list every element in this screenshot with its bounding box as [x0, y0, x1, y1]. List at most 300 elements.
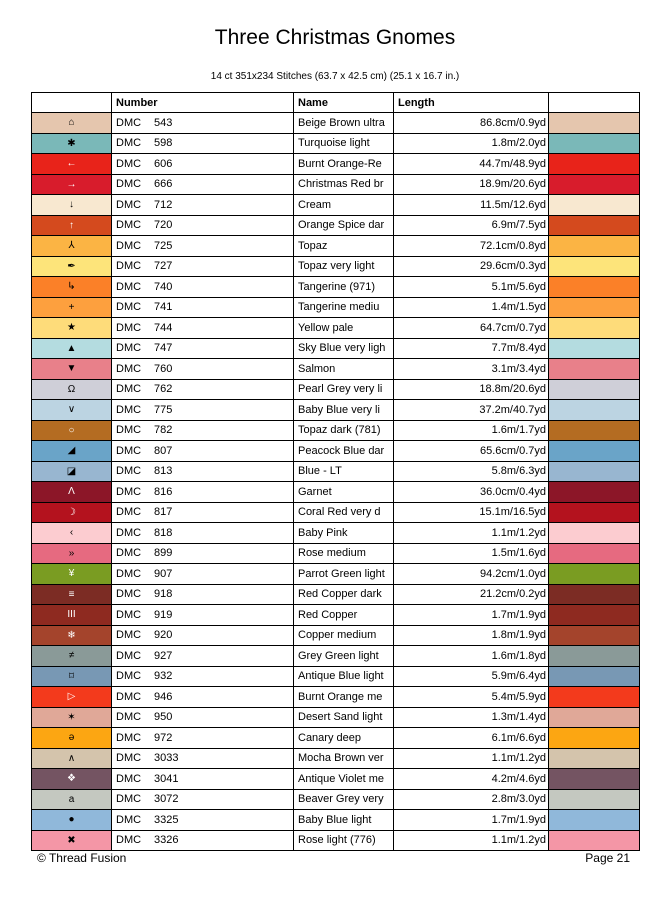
- thread-name: Topaz: [294, 236, 394, 257]
- thread-brand: DMC: [116, 362, 142, 375]
- thread-code: 606: [154, 157, 173, 170]
- table-row: [32, 379, 640, 400]
- thread-brand: DMC: [116, 506, 142, 519]
- table-row: [32, 338, 640, 359]
- thread-name: Topaz very light: [294, 256, 394, 277]
- thread-number: [112, 789, 294, 810]
- thread-length: 1.3m/1.4yd: [394, 707, 549, 728]
- thread-name: Christmas Red br: [294, 174, 394, 195]
- thread-code: 950: [154, 711, 173, 724]
- table-row: [32, 523, 640, 544]
- thread-length: 1.8m/2.0yd: [394, 133, 549, 154]
- thread-code: 720: [154, 219, 173, 232]
- color-swatch: [549, 625, 640, 646]
- thread-code: 3033: [154, 752, 179, 765]
- half-square-icon: ◪: [32, 461, 112, 482]
- thread-code: 3326: [154, 834, 179, 847]
- thread-code: 747: [154, 342, 173, 355]
- table-row: [32, 687, 640, 708]
- thread-number: [112, 625, 294, 646]
- color-swatch: [549, 297, 640, 318]
- color-swatch: [549, 502, 640, 523]
- color-swatch: [549, 748, 640, 769]
- circle-outline-icon: ○: [32, 420, 112, 441]
- page-title: Three Christmas Gnomes: [214, 26, 456, 49]
- thread-code: 813: [154, 465, 173, 478]
- thread-code: 927: [154, 649, 173, 662]
- table-row: [32, 297, 640, 318]
- six-point-star-icon: ✶: [32, 707, 112, 728]
- color-swatch: [549, 584, 640, 605]
- thread-name: Canary deep: [294, 728, 394, 749]
- thread-code: 907: [154, 567, 173, 580]
- color-swatch: [549, 379, 640, 400]
- thread-length: 1.7m/1.9yd: [394, 810, 549, 831]
- thread-length: 21.2cm/0.2yd: [394, 584, 549, 605]
- thread-brand: DMC: [116, 567, 142, 580]
- thread-brand: DMC: [116, 588, 142, 601]
- length-header: Length: [394, 93, 549, 113]
- thread-number: [112, 482, 294, 503]
- thread-length: 1.4m/1.5yd: [394, 297, 549, 318]
- thread-code: 946: [154, 690, 173, 703]
- table-row: [32, 748, 640, 769]
- thread-length: 18.8m/20.6yd: [394, 379, 549, 400]
- thread-number: [112, 687, 294, 708]
- thread-number: [112, 113, 294, 134]
- thread-brand: DMC: [116, 321, 142, 334]
- table-row: [32, 318, 640, 339]
- thread-number: [112, 769, 294, 790]
- thread-number: [112, 523, 294, 544]
- triangle-right-icon: ▷: [32, 687, 112, 708]
- thread-number: [112, 174, 294, 195]
- not-equal-icon: ≠: [32, 646, 112, 667]
- dot-icon: ●: [32, 810, 112, 831]
- symbol-header: [32, 93, 112, 113]
- thread-length: 7.7m/8.4yd: [394, 338, 549, 359]
- thread-name: Mocha Brown ver: [294, 748, 394, 769]
- thread-length: 1.5m/1.6yd: [394, 543, 549, 564]
- thread-name: Tangerine (971): [294, 277, 394, 298]
- color-swatch: [549, 543, 640, 564]
- diamond-icon: ❖: [32, 769, 112, 790]
- color-swatch: [549, 707, 640, 728]
- color-swatch: [549, 154, 640, 175]
- color-swatch: [549, 277, 640, 298]
- thread-code: 741: [154, 301, 173, 314]
- table-row: [32, 461, 640, 482]
- name-header: Name: [294, 93, 394, 113]
- table-row: [32, 256, 640, 277]
- thread-brand: DMC: [116, 178, 142, 191]
- thread-name: Peacock Blue dar: [294, 441, 394, 462]
- color-swatch: [549, 338, 640, 359]
- thread-length: 94.2cm/1.0yd: [394, 564, 549, 585]
- thread-brand: DMC: [116, 157, 142, 170]
- thread-code: 816: [154, 485, 173, 498]
- thread-code: 807: [154, 444, 173, 457]
- table-row: [32, 707, 640, 728]
- thread-brand: DMC: [116, 547, 142, 560]
- table-row: [32, 236, 640, 257]
- color-swatch: [549, 646, 640, 667]
- thread-name: Red Copper: [294, 605, 394, 626]
- thread-number: [112, 564, 294, 585]
- thread-brand: DMC: [116, 424, 142, 437]
- table-row: [32, 215, 640, 236]
- thread-number: [112, 605, 294, 626]
- thread-code: 972: [154, 731, 173, 744]
- thread-name: Copper medium: [294, 625, 394, 646]
- thread-length: 1.1m/1.2yd: [394, 830, 549, 851]
- thread-name: Topaz dark (781): [294, 420, 394, 441]
- table-row: [32, 174, 640, 195]
- thread-code: 725: [154, 239, 173, 252]
- thread-code: 932: [154, 670, 173, 683]
- table-row: [32, 154, 640, 175]
- thread-brand: DMC: [116, 198, 142, 211]
- arrow-down-icon: ↓: [32, 195, 112, 216]
- thread-number: [112, 133, 294, 154]
- thread-code: 3041: [154, 772, 179, 785]
- color-swatch: [549, 482, 640, 503]
- arrow-right-icon: →: [32, 174, 112, 195]
- caret-up-icon: Λ: [32, 482, 112, 503]
- thread-brand: DMC: [116, 485, 142, 498]
- color-swatch: [549, 195, 640, 216]
- triple-bar-icon: ≡: [32, 584, 112, 605]
- table-row: [32, 789, 640, 810]
- thread-length: 5.8m/6.3yd: [394, 461, 549, 482]
- thread-brand: DMC: [116, 731, 142, 744]
- thread-name: Pearl Grey very li: [294, 379, 394, 400]
- table-row: [32, 584, 640, 605]
- thread-brand: DMC: [116, 690, 142, 703]
- swatch-header: [549, 93, 640, 113]
- table-row: [32, 543, 640, 564]
- table-row: [32, 564, 640, 585]
- house-icon: ⌂: [32, 113, 112, 134]
- thread-name: Orange Spice dar: [294, 215, 394, 236]
- thread-length: 6.1m/6.6yd: [394, 728, 549, 749]
- thread-number: [112, 584, 294, 605]
- thread-brand: DMC: [116, 219, 142, 232]
- thread-number: [112, 543, 294, 564]
- thread-brand: DMC: [116, 444, 142, 457]
- nib-icon: ✒: [32, 256, 112, 277]
- thread-name: Grey Green light: [294, 646, 394, 667]
- thread-number: [112, 195, 294, 216]
- thread-length: 1.7m/1.9yd: [394, 605, 549, 626]
- thread-length: 44.7m/48.9yd: [394, 154, 549, 175]
- thread-number: [112, 728, 294, 749]
- thread-code: 598: [154, 137, 173, 150]
- thread-name: Baby Blue very li: [294, 400, 394, 421]
- thread-code: 727: [154, 260, 173, 273]
- color-swatch: [549, 318, 640, 339]
- thread-code: 740: [154, 280, 173, 293]
- thread-brand: DMC: [116, 834, 142, 847]
- thread-name: Yellow pale: [294, 318, 394, 339]
- table-row: [32, 133, 640, 154]
- thread-code: 712: [154, 198, 173, 211]
- arrow-left-icon: ←: [32, 154, 112, 175]
- double-chevron-icon: »: [32, 543, 112, 564]
- arrow-up-icon: ↑: [32, 215, 112, 236]
- thread-number: [112, 379, 294, 400]
- table-row: [32, 195, 640, 216]
- thread-code: 782: [154, 424, 173, 437]
- table-row: [32, 113, 640, 134]
- wedge-icon: ◢: [32, 441, 112, 462]
- thread-name: Antique Violet me: [294, 769, 394, 790]
- thread-code: 918: [154, 588, 173, 601]
- thread-brand: DMC: [116, 649, 142, 662]
- table-row: [32, 482, 640, 503]
- page-number: Page 21: [585, 851, 630, 865]
- thread-name: Cream: [294, 195, 394, 216]
- hook-arrow-icon: ↳: [32, 277, 112, 298]
- thread-name: Beige Brown ultra: [294, 113, 394, 134]
- thread-code: 762: [154, 383, 173, 396]
- color-swatch: [549, 789, 640, 810]
- triangle-up-icon: ▲: [32, 338, 112, 359]
- angle-left-icon: ‹: [32, 523, 112, 544]
- thread-brand: DMC: [116, 813, 142, 826]
- thread-name: Antique Blue light: [294, 666, 394, 687]
- thread-brand: DMC: [116, 403, 142, 416]
- thread-number: [112, 810, 294, 831]
- table-row: [32, 359, 640, 380]
- thread-length: 18.9m/20.6yd: [394, 174, 549, 195]
- color-swatch: [549, 687, 640, 708]
- table-row: [32, 810, 640, 831]
- thread-name: Parrot Green light: [294, 564, 394, 585]
- thread-name: Turquoise light: [294, 133, 394, 154]
- snowflake-icon: ❄: [32, 625, 112, 646]
- thread-length: 37.2m/40.7yd: [394, 400, 549, 421]
- thread-length: 3.1m/3.4yd: [394, 359, 549, 380]
- thread-number: [112, 236, 294, 257]
- legend-body: [32, 113, 640, 851]
- yen-like-icon: ¥: [32, 564, 112, 585]
- color-swatch: [549, 236, 640, 257]
- color-swatch: [549, 133, 640, 154]
- thread-code: 666: [154, 178, 173, 191]
- thread-code: 775: [154, 403, 173, 416]
- letter-a-icon: a: [32, 789, 112, 810]
- stacked-chevron-icon: ∧: [32, 748, 112, 769]
- thread-number: [112, 502, 294, 523]
- thread-length: 5.9m/6.4yd: [394, 666, 549, 687]
- thread-code: 899: [154, 547, 173, 560]
- color-swatch: [549, 810, 640, 831]
- thread-length: 5.1m/5.6yd: [394, 277, 549, 298]
- thread-brand: DMC: [116, 608, 142, 621]
- thread-number: [112, 461, 294, 482]
- thread-brand: DMC: [116, 526, 142, 539]
- color-swatch: [549, 666, 640, 687]
- table-row: [32, 420, 640, 441]
- thread-code: 919: [154, 608, 173, 621]
- thread-code: 760: [154, 362, 173, 375]
- thread-name: Tangerine mediu: [294, 297, 394, 318]
- thread-number: [112, 748, 294, 769]
- thread-name: Salmon: [294, 359, 394, 380]
- thread-number: [112, 256, 294, 277]
- thread-length: 1.6m/1.8yd: [394, 646, 549, 667]
- thread-number: [112, 707, 294, 728]
- table-row: [32, 625, 640, 646]
- cross-icon: ✖: [32, 830, 112, 851]
- thread-number: [112, 441, 294, 462]
- color-swatch: [549, 461, 640, 482]
- table-row: [32, 666, 640, 687]
- thread-brand: DMC: [116, 711, 142, 724]
- thread-code: 818: [154, 526, 173, 539]
- copyright: © Thread Fusion: [37, 851, 127, 865]
- table-row: [32, 769, 640, 790]
- color-swatch: [549, 728, 640, 749]
- thread-name: Beaver Grey very: [294, 789, 394, 810]
- thread-name: Burnt Orange-Re: [294, 154, 394, 175]
- thread-brand: DMC: [116, 301, 142, 314]
- thread-brand: DMC: [116, 772, 142, 785]
- thread-brand: DMC: [116, 465, 142, 478]
- thread-length: 1.8m/1.9yd: [394, 625, 549, 646]
- color-swatch: [549, 215, 640, 236]
- number-header: Number: [112, 93, 294, 113]
- thread-brand: DMC: [116, 383, 142, 396]
- thread-length: 1.1m/1.2yd: [394, 748, 549, 769]
- thread-name: Coral Red very d: [294, 502, 394, 523]
- table-row: [32, 646, 640, 667]
- table-row: [32, 605, 640, 626]
- thread-brand: DMC: [116, 116, 142, 129]
- asterisk-icon: ✱: [32, 133, 112, 154]
- table-row: [32, 728, 640, 749]
- thread-number: [112, 359, 294, 380]
- thread-code: 744: [154, 321, 173, 334]
- thread-number: [112, 154, 294, 175]
- thread-length: 2.8m/3.0yd: [394, 789, 549, 810]
- color-swatch: [549, 174, 640, 195]
- thread-length: 15.1m/16.5yd: [394, 502, 549, 523]
- thread-number: [112, 338, 294, 359]
- thread-brand: DMC: [116, 752, 142, 765]
- thread-brand: DMC: [116, 260, 142, 273]
- thread-name: Garnet: [294, 482, 394, 503]
- thread-length: 4.2m/4.6yd: [394, 769, 549, 790]
- thread-code: 920: [154, 629, 173, 642]
- thread-name: Red Copper dark: [294, 584, 394, 605]
- thread-name: Baby Pink: [294, 523, 394, 544]
- pattern-dimensions: 14 ct 351x234 Stitches (63.7 x 42.5 cm) (25.1 x 16.7 in.): [210, 71, 460, 82]
- color-swatch: [549, 400, 640, 421]
- color-swatch: [549, 441, 640, 462]
- thread-brand: DMC: [116, 793, 142, 806]
- thread-code: 3325: [154, 813, 179, 826]
- color-swatch: [549, 523, 640, 544]
- thread-brand: DMC: [116, 342, 142, 355]
- thread-number: [112, 215, 294, 236]
- thread-name: Rose medium: [294, 543, 394, 564]
- thread-number: [112, 318, 294, 339]
- thread-number: [112, 400, 294, 421]
- color-swatch: [549, 830, 640, 851]
- moon-icon: ☽: [32, 502, 112, 523]
- thread-legend-table: [31, 92, 640, 851]
- triangle-down-icon: ▼: [32, 359, 112, 380]
- thread-length: 1.1m/1.2yd: [394, 523, 549, 544]
- thread-length: 6.9m/7.5yd: [394, 215, 549, 236]
- thread-name: Burnt Orange me: [294, 687, 394, 708]
- color-swatch: [549, 564, 640, 585]
- color-swatch: [549, 359, 640, 380]
- plus-icon: +: [32, 297, 112, 318]
- thread-name: Blue - LT: [294, 461, 394, 482]
- thread-code: 543: [154, 116, 173, 129]
- table-row: [32, 502, 640, 523]
- thread-brand: DMC: [116, 629, 142, 642]
- thread-number: [112, 420, 294, 441]
- thread-number: [112, 646, 294, 667]
- thread-length: 5.4m/5.9yd: [394, 687, 549, 708]
- thread-brand: DMC: [116, 239, 142, 252]
- omega-icon: Ω: [32, 379, 112, 400]
- thread-length: 36.0cm/0.4yd: [394, 482, 549, 503]
- thread-name: Desert Sand light: [294, 707, 394, 728]
- square-lozenge-icon: ⌑: [32, 666, 112, 687]
- thread-brand: DMC: [116, 280, 142, 293]
- thread-name: Rose light (776): [294, 830, 394, 851]
- y-symbol-icon: ⅄: [32, 236, 112, 257]
- thread-brand: DMC: [116, 137, 142, 150]
- thread-length: 72.1cm/0.8yd: [394, 236, 549, 257]
- thread-length: 65.6cm/0.7yd: [394, 441, 549, 462]
- thread-number: [112, 666, 294, 687]
- thread-length: 29.6cm/0.3yd: [394, 256, 549, 277]
- color-swatch: [549, 256, 640, 277]
- star-icon: ★: [32, 318, 112, 339]
- thread-name: Baby Blue light: [294, 810, 394, 831]
- three-bars-icon: III: [32, 605, 112, 626]
- thread-length: 11.5m/12.6yd: [394, 195, 549, 216]
- thread-length: 1.6m/1.7yd: [394, 420, 549, 441]
- thread-length: 64.7cm/0.7yd: [394, 318, 549, 339]
- chevron-down-icon: ∨: [32, 400, 112, 421]
- thread-number: [112, 830, 294, 851]
- table-row: [32, 830, 640, 851]
- table-row: [32, 400, 640, 421]
- table-row: [32, 441, 640, 462]
- thread-number: [112, 277, 294, 298]
- thread-name: Sky Blue very ligh: [294, 338, 394, 359]
- thread-code: 817: [154, 506, 173, 519]
- thread-code: 3072: [154, 793, 179, 806]
- color-swatch: [549, 113, 640, 134]
- color-swatch: [549, 769, 640, 790]
- thread-length: 86.8cm/0.9yd: [394, 113, 549, 134]
- color-swatch: [549, 605, 640, 626]
- table-header-row: [32, 93, 640, 113]
- swirl-icon: ə: [32, 728, 112, 749]
- thread-number: [112, 297, 294, 318]
- color-swatch: [549, 420, 640, 441]
- thread-brand: DMC: [116, 670, 142, 683]
- table-row: [32, 277, 640, 298]
